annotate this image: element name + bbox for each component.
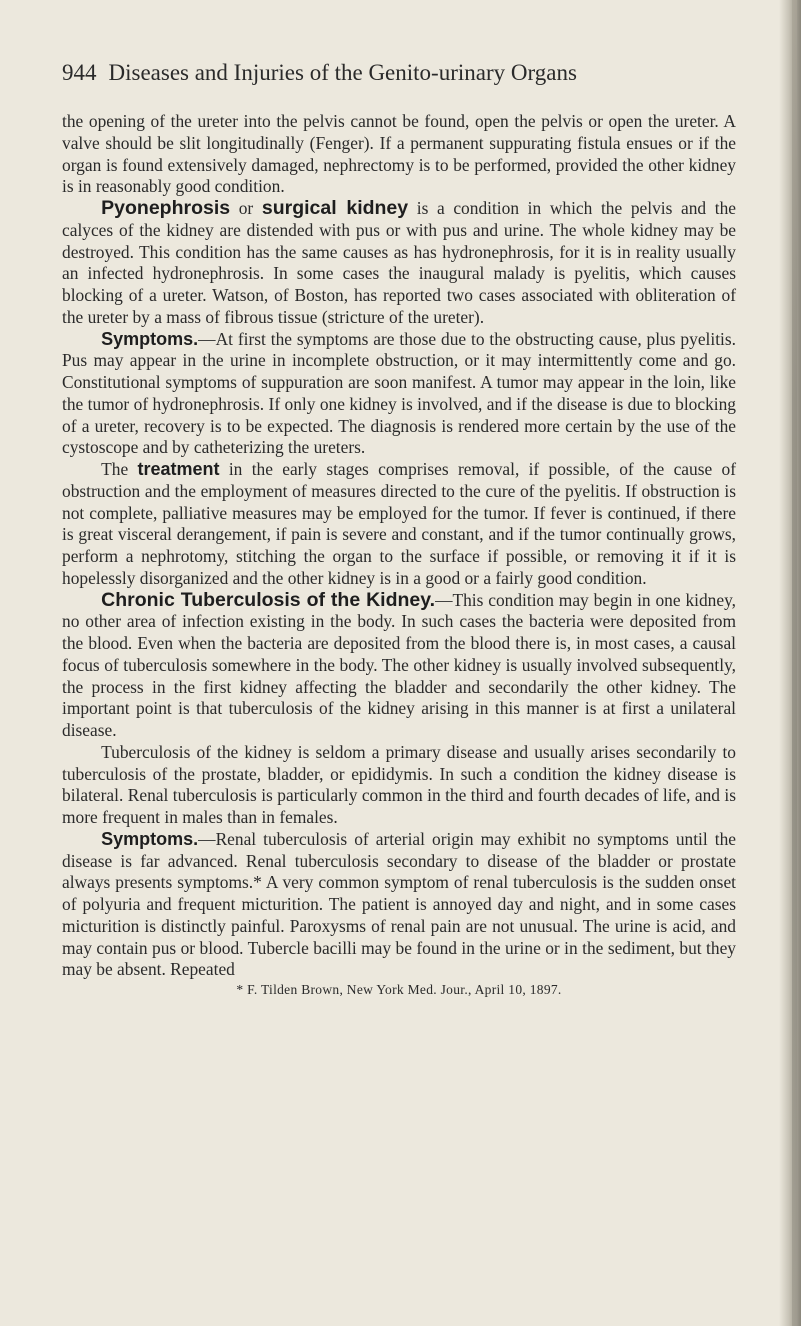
connector-or: or xyxy=(230,198,262,218)
heading-symptoms: Symptoms. xyxy=(101,828,199,849)
paragraph-tuberculosis-secondary: Tuberculosis of the kidney is seldom a primary disease and usually arises secondarily to tuberculosis of the prostate, bladder, or epididymis. In such a condition the kidney disease is bilateral. Renal tuberculosis is particularly common in the third and fourth decades of life, and is more frequent in males than in females. xyxy=(62,741,736,827)
paragraph-pyonephrosis xyxy=(62,198,736,329)
heading-treatment: treatment xyxy=(137,459,220,479)
page-body xyxy=(62,111,736,999)
paragraph-text: is a condition in which the pelvis and the calyces of the kidney are distended with pus or with pus and urine. The whole kidney may be destroyed. This condition has the same causes as has hydronephrosis, for it is in reality usually an infected hydronephrosis. In some cases the inaugural malady is pyelitis, which causes blocking of a ureter. Watson, of Boston, has reported two cases associated with obliteration of the ureter by a mass of fibrous tissue (stricture of the ureter). xyxy=(62,198,736,327)
running-title: Diseases and Injuries of the Genito-urinary Organs xyxy=(108,60,577,85)
paragraph-text: —At first the symptoms are those due to the obstructing cause, plus pyelitis. Pus may appear in the urine in incomplete obstruction, or it may intermittently come and go. Constitutional symptoms of suppuration are soon manifest. A tumor may appear in the loin, like the tumor of hydronephrosis. If only one kidney is involved, and if the disease is due to blocking of a ureter, recovery is to be expected. The diagnosis is rendered more certain by the use of the cystoscope and by catheterizing the ureters. xyxy=(62,328,736,458)
heading-surgical-kidney: surgical kidney xyxy=(261,197,409,219)
footnote: * F. Tilden Brown, New York Med. Jour., April 10, 1897. xyxy=(236,982,562,997)
paragraph-symptoms-1 xyxy=(62,329,736,460)
paragraph-text: in the early stages comprises removal, if possible, of the cause of obstruction and the employment of measures directed to the cure of the pyelitis. If obstruction is not complete, palliative measures may be employed for the tumor. If fever is continued, if there is great visceral derangement, if pain is severe and constant, and if the tumor continually grows, perform a nephrotomy, stitching the organ to the surface if possible, or removing it if it is hopelessly disorganized and the other kidney is in a good or a fairly good condition. xyxy=(62,459,736,588)
heading-pyonephrosis: Pyonephrosis xyxy=(101,197,231,219)
heading-symptoms: Symptoms. xyxy=(101,328,199,349)
paragraph-chronic-tuberculosis xyxy=(62,590,736,742)
page-number: 944 xyxy=(62,60,97,85)
paragraph-text: —Renal tuberculosis of arterial origin may exhibit no symptoms until the disease is far advanced. Renal tuberculosis secondary to disease of the bladder or prostate always presents symptoms.* A very common symptom of renal tuberculosis is the sudden onset of polyuria and frequent micturition. The patient is annoyed day and night, and in some cases micturition is distinctly painful. Paroxysms of renal pain are not unusual. The urine is acid, and may contain pus or blood. Tubercle bacilli may be found in the urine or in the sediment, but they may be absent. Repeated xyxy=(62,828,736,980)
running-header xyxy=(62,60,762,100)
paragraph-treatment xyxy=(62,459,736,590)
paragraph-prefix: The xyxy=(101,459,138,479)
paragraph-symptoms-2 xyxy=(62,829,736,981)
page-binding-edge xyxy=(792,0,797,1326)
paragraph-text: —This condition may begin in one kidney, no other area of infection existing in the body. In such cases the bacteria were deposited from the blood. Even when the bacteria are deposited from the blood there is, in most cases, a causal focus of tuberculosis somewhere in the body. The other kidney is usually involved subsequently, the process in the first kidney affecting the bladder and secondarily the other kidney. The important point is that tuberculosis of the kidney arising in this manner is at first a unilateral disease. xyxy=(62,589,736,740)
heading-chronic-tuberculosis: Chronic Tuberculosis of the Kidney. xyxy=(101,588,436,611)
page-edge-shadow xyxy=(779,0,801,1326)
paragraph-1: the opening of the ureter into the pelvis cannot be found, open the pelvis or open the ureter. A valve should be slit longitudinally (Fenger). If a permanent suppurating fistula ensues or if the organ is found extensively damaged, nephrectomy is to be performed, provided the other kidney is in reasonably good condition. xyxy=(62,111,736,197)
